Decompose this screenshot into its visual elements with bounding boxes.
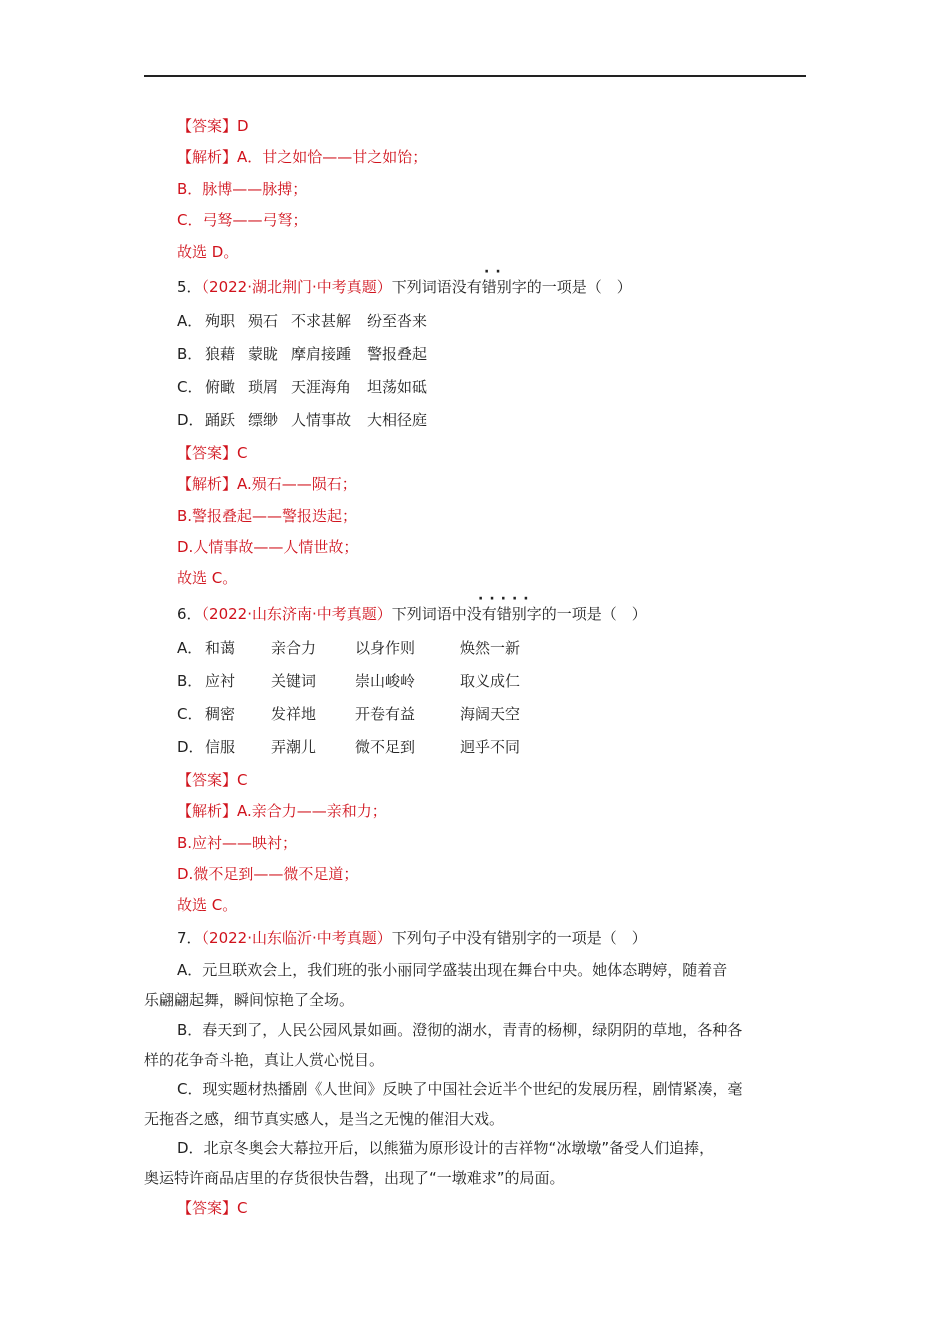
- question-stem: 下列词语中没有错别字的一项是（ ）: [391, 605, 647, 623]
- option-word: 微不足到: [355, 738, 416, 756]
- question-number: 5．: [177, 278, 202, 296]
- option-word: 应衬: [205, 672, 236, 690]
- option-word: 和蔼: [205, 639, 236, 657]
- emphasis-dots: ··: [484, 264, 507, 280]
- option-label: C．: [177, 378, 203, 396]
- option-word: 不求甚解: [291, 312, 352, 330]
- option-word: 崇山峻岭: [355, 672, 416, 690]
- option-word: 关键词: [271, 672, 317, 690]
- question-stem: 下列句子中没有错别字的一项是（ ）: [391, 929, 647, 947]
- option-word: 亲合力: [271, 639, 317, 657]
- option-word: 海阔天空: [460, 705, 521, 723]
- option-label: D．: [177, 411, 204, 429]
- q7-option-a-line-1: A．元旦联欢会上，我们班的张小丽同学盛装出现在舞台中央。她体态聘婷，随着音: [177, 961, 728, 979]
- option-word: 殉职: [205, 312, 236, 330]
- option-word: 摩肩接踵: [291, 345, 352, 363]
- answer-value: C: [237, 1199, 248, 1217]
- option-word: 取义成仁: [460, 672, 521, 690]
- question-number: 7．: [177, 929, 202, 947]
- option-label: C．: [177, 705, 203, 723]
- answer-label: 【答案】: [177, 444, 238, 462]
- q7-option-a-line-2: 乐翩翩起舞，瞬间惊艳了全场。: [144, 991, 355, 1009]
- q6-analysis-line-3: D.微不足到——微不足道；: [177, 865, 359, 883]
- option-word: 琐屑: [248, 378, 279, 396]
- option-word: 狼藉: [205, 345, 236, 363]
- q7-option-b-line-2: 样的花争奇斗艳，真让人赏心悦目。: [144, 1051, 385, 1069]
- option-word: 弄潮儿: [271, 738, 317, 756]
- q5-answer: [177, 442, 248, 464]
- answer-value: D: [237, 117, 249, 135]
- option-label: B．: [177, 345, 203, 363]
- option-word: 纷至沓来: [367, 312, 428, 330]
- q7-option-b-line-1: B．春天到了，人民公园风景如画。澄彻的湖水，青青的杨柳，绿阴阴的草地，各种各: [177, 1021, 743, 1039]
- q5-analysis-line-2: B.警报叠起——警报迭起；: [177, 507, 358, 525]
- option-label: A．: [177, 639, 203, 657]
- q6-conclusion: 故选 C。: [177, 896, 238, 914]
- question-source: （2022·湖北荆门·中考真题）: [201, 278, 392, 296]
- q6-answer: [177, 769, 248, 791]
- option-word: 信服: [205, 738, 236, 756]
- option-label: D．: [177, 738, 204, 756]
- answer-label: 【答案】: [177, 771, 238, 789]
- q5-analysis-line-3: D.人情事故——人情世故；: [177, 538, 359, 556]
- question-source: （2022·山东临沂·中考真题）: [201, 929, 392, 947]
- answer-label: 【答案】: [177, 117, 238, 135]
- option-label: B．: [177, 672, 203, 690]
- emphasis-dots: ·····: [478, 591, 535, 607]
- analysis-text: A.殒石——陨石；: [237, 475, 357, 493]
- option-word: 发祥地: [271, 705, 317, 723]
- block1-conclusion: 故选 D。: [177, 243, 239, 261]
- option-word: 坦荡如砥: [367, 378, 428, 396]
- block1-answer: [177, 115, 249, 137]
- option-word: 殒石: [248, 312, 279, 330]
- option-word: 迥乎不同: [460, 738, 521, 756]
- option-label: A．: [177, 312, 203, 330]
- header-rule: [144, 75, 806, 77]
- answer-value: C: [237, 771, 248, 789]
- analysis-label: 【解析】: [177, 148, 238, 166]
- option-word: 以身作则: [355, 639, 416, 657]
- analysis-label: 【解析】: [177, 475, 238, 493]
- analysis-text: A.亲合力——亲和力；: [237, 802, 387, 820]
- option-word: 开卷有益: [355, 705, 416, 723]
- analysis-text: A．甘之如恰——甘之如饴；: [237, 148, 428, 166]
- q5-conclusion: 故选 C。: [177, 569, 238, 587]
- q7-stem-line: [177, 927, 647, 949]
- q5-analysis-line-1: [177, 473, 357, 495]
- option-word: 蒙眬: [248, 345, 279, 363]
- q7-option-d-line-1: D．北京冬奥会大幕拉开后，以熊猫为原形设计的吉祥物“冰墩墩”备受人们追捧，: [177, 1139, 715, 1157]
- option-word: 人情事故: [291, 411, 352, 429]
- question-stem: 下列词语没有错别字的一项是（ ）: [391, 278, 632, 296]
- option-word: 天涯海角: [291, 378, 352, 396]
- block1-analysis-line-3: C．弓驽——弓弩；: [177, 211, 308, 229]
- q7-option-c-line-1: C．现实题材热播剧《人世间》反映了中国社会近半个世纪的发展历程，剧情紧凑，毫: [177, 1080, 743, 1098]
- question-source: （2022·山东济南·中考真题）: [201, 605, 392, 623]
- q6-analysis-line-2: B.应衬——映衬；: [177, 834, 298, 852]
- q7-answer: [177, 1197, 248, 1219]
- option-word: 焕然一新: [460, 639, 521, 657]
- answer-label: 【答案】: [177, 1199, 238, 1217]
- answer-value: C: [237, 444, 248, 462]
- option-word: 俯瞰: [205, 378, 236, 396]
- analysis-label: 【解析】: [177, 802, 238, 820]
- block1-analysis-line-2: B．脉博——脉搏；: [177, 180, 308, 198]
- option-word: 踊跃: [205, 411, 236, 429]
- option-word: 稠密: [205, 705, 236, 723]
- block1-analysis-line-1: [177, 146, 427, 168]
- q7-option-c-line-2: 无拖沓之感，细节真实感人，是当之无愧的催泪大戏。: [144, 1110, 505, 1128]
- question-number: 6．: [177, 605, 202, 623]
- option-word: 缥缈: [248, 411, 279, 429]
- q5-stem-line: [177, 276, 632, 298]
- q7-option-d-line-2: 奥运特许商品店里的存货很快告磬，出现了“一墩难求”的局面。: [144, 1169, 565, 1187]
- q6-stem-line: [177, 603, 647, 625]
- q6-analysis-line-1: [177, 800, 387, 822]
- option-word: 大相径庭: [367, 411, 428, 429]
- option-word: 警报叠起: [367, 345, 428, 363]
